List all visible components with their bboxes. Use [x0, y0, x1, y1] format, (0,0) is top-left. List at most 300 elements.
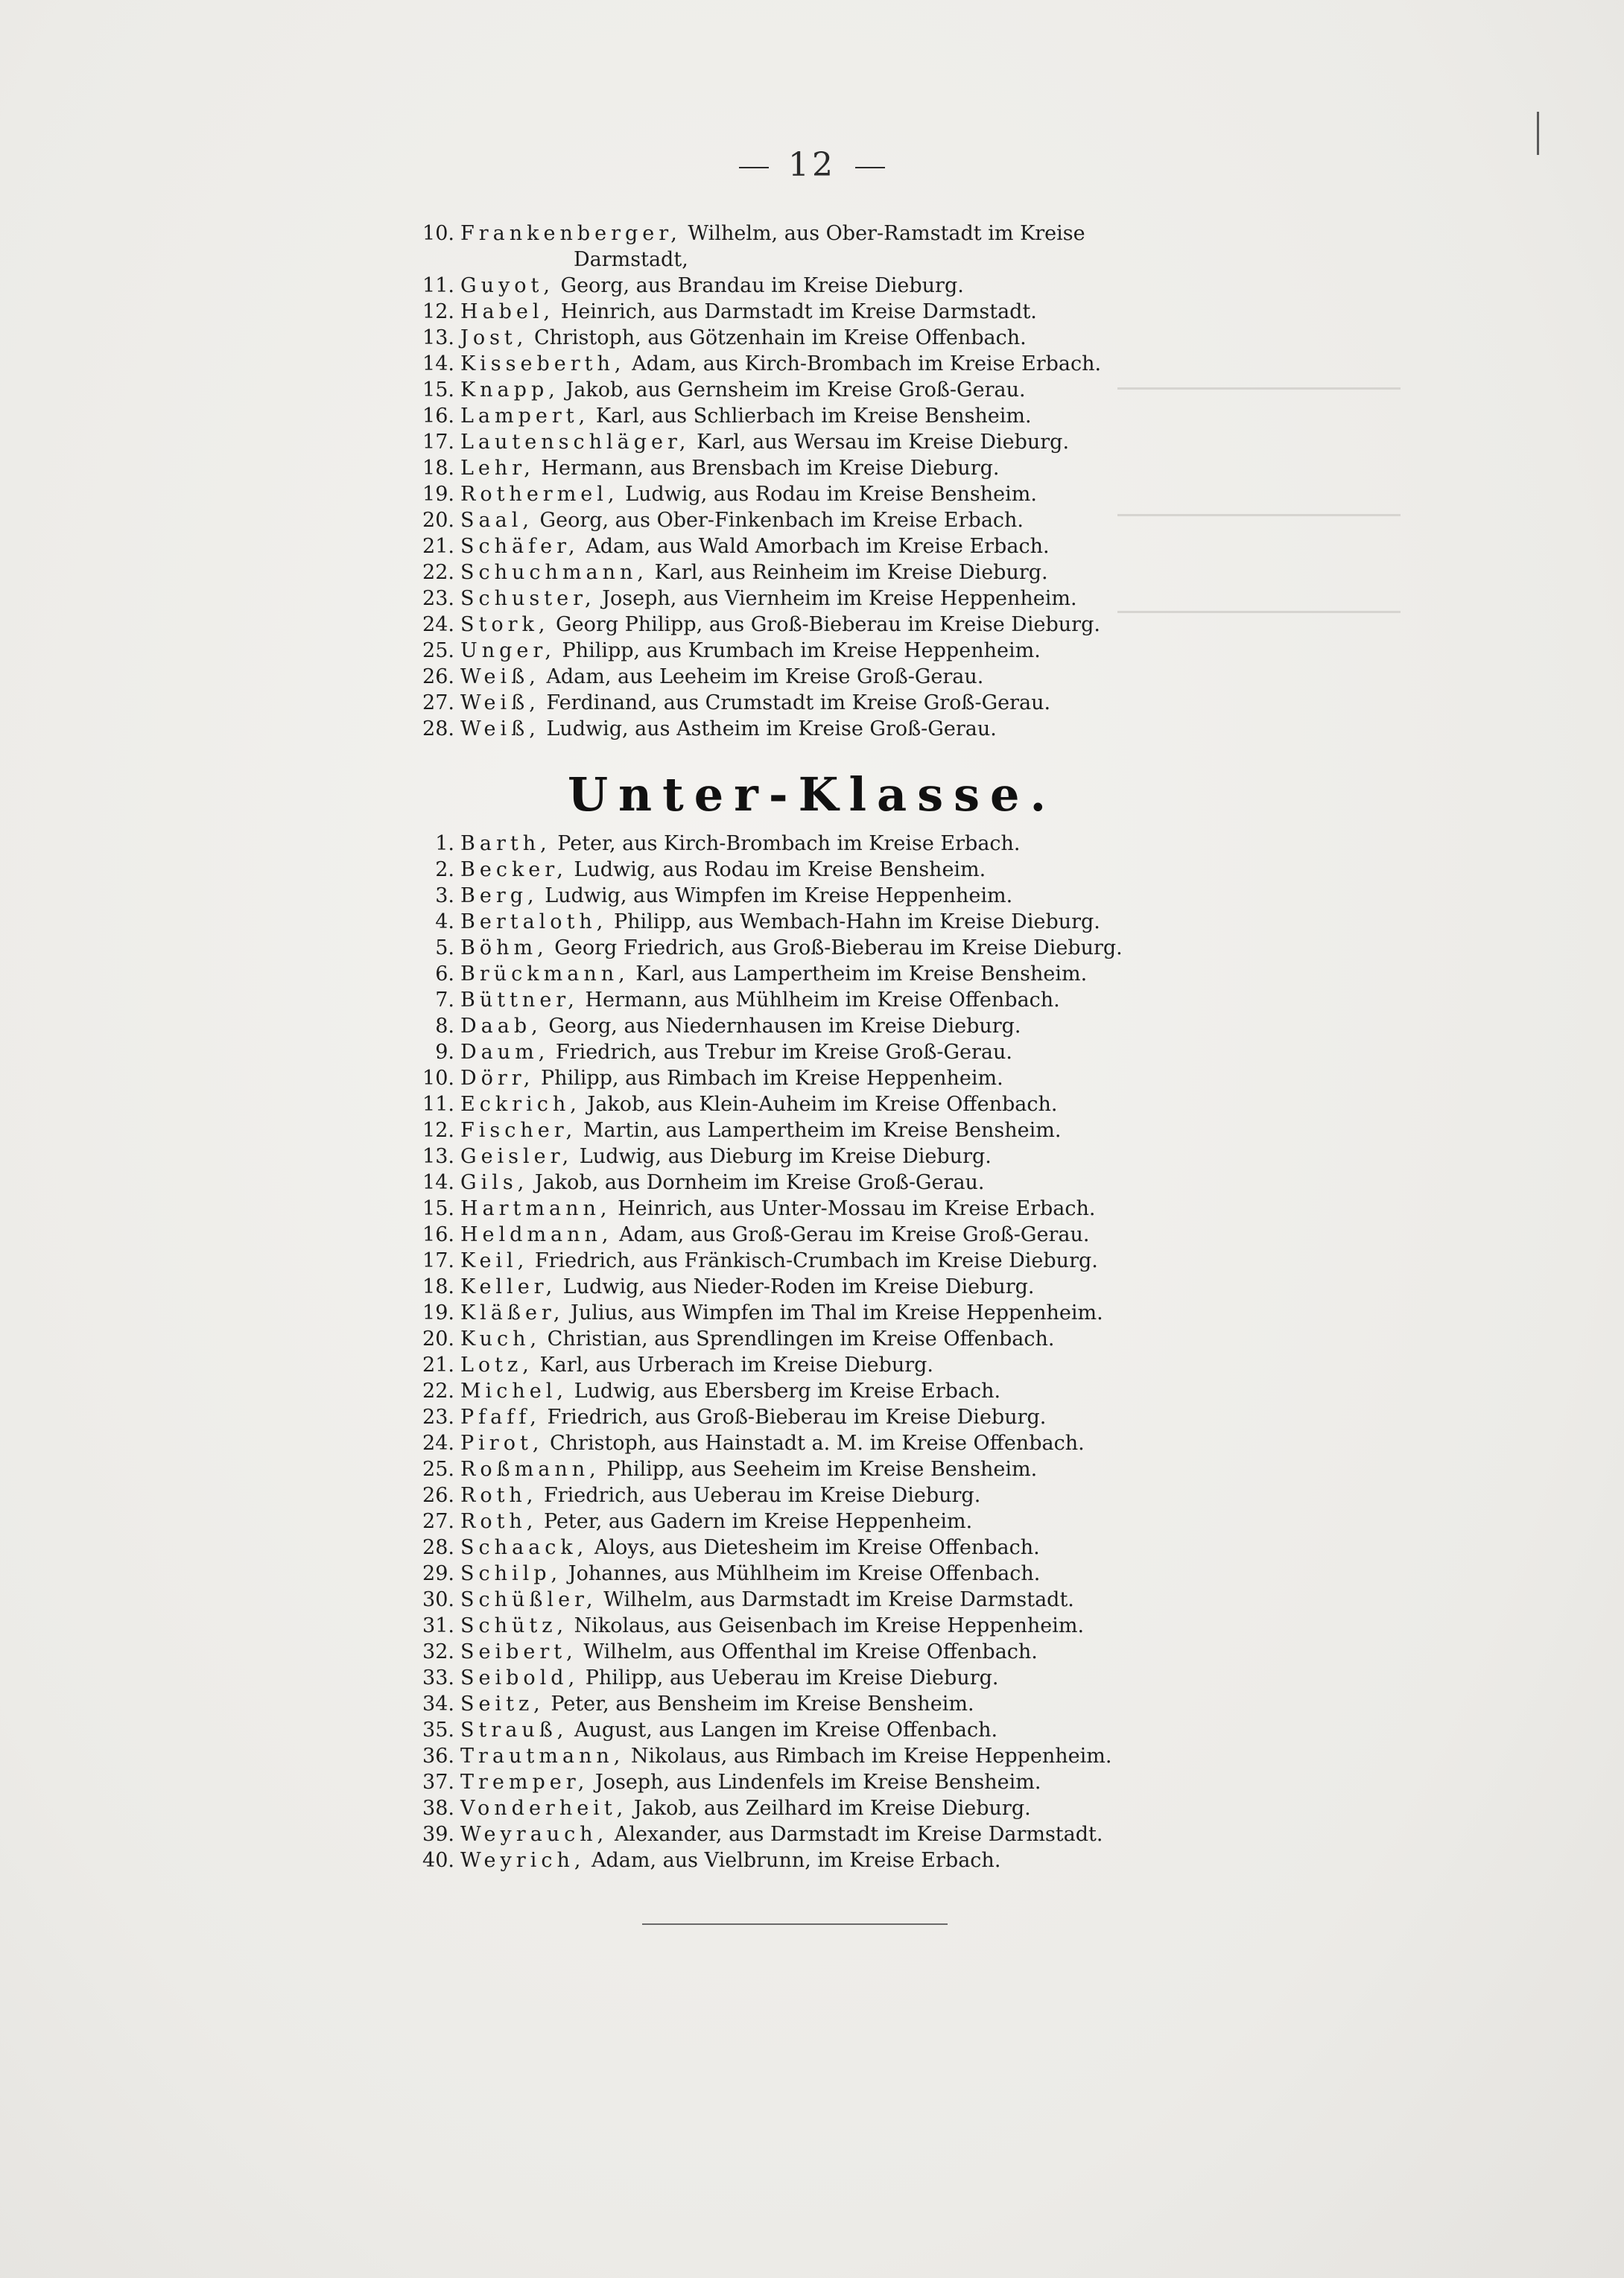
entry-surname: Seibold,	[460, 1666, 580, 1690]
entry-number: 7.	[435, 989, 454, 1012]
entry-text	[460, 716, 997, 742]
entry-text	[460, 481, 1037, 507]
entry-surname: Geisler,	[460, 1145, 574, 1168]
entry-details: Hermann, aus Brensbach im Kreise Dieburg.	[541, 457, 1000, 480]
entry-number: 2.	[435, 858, 454, 881]
entry-number: 27.	[422, 1510, 454, 1533]
list-item	[402, 690, 1222, 716]
entry-details: Heinrich, aus Unter-Mossau im Kreise Erbach.	[618, 1197, 1096, 1220]
list-item	[402, 1326, 1222, 1352]
list-item	[402, 1196, 1222, 1222]
entry-text	[460, 1222, 1089, 1248]
entry-details: Philipp, aus Wembach-Hahn im Kreise Dieburg.	[613, 910, 1100, 933]
list-item	[402, 961, 1222, 987]
entry-details: Heinrich, aus Darmstadt im Kreise Darmstadt.	[560, 300, 1037, 323]
list-item	[402, 716, 1222, 742]
entry-number: 26.	[422, 1484, 454, 1507]
entry-surname: Unger,	[460, 639, 556, 662]
entry-details: Joseph, aus Viernheim im Kreise Heppenheim.	[602, 587, 1077, 610]
entry-number: 20.	[422, 509, 454, 532]
entry-text	[460, 987, 1060, 1013]
entry-details: Philipp, aus Rimbach im Kreise Heppenheim.	[540, 1067, 1003, 1090]
entry-text	[460, 883, 1012, 909]
dash-right	[855, 167, 885, 168]
entry-text	[460, 1717, 997, 1743]
page-number-line	[0, 146, 1624, 184]
top-list	[402, 220, 1222, 742]
list-item	[402, 1143, 1222, 1170]
list-item	[402, 1639, 1222, 1665]
entry-details: Adam, aus Wald Amorbach im Kreise Erbach.	[586, 535, 1050, 558]
entry-surname: Saal,	[460, 509, 533, 532]
list-item	[402, 1847, 1222, 1874]
entry-details: Alexander, aus Darmstadt im Kreise Darmstadt.	[614, 1823, 1103, 1846]
entry-surname: Weyrich,	[460, 1849, 586, 1872]
list-item	[402, 1508, 1222, 1535]
list-item	[402, 1013, 1222, 1039]
entry-details: Adam, aus Groß-Gerau im Kreise Groß-Gerau.	[619, 1223, 1090, 1246]
entry-text	[460, 857, 986, 883]
entry-surname: Weiß,	[460, 665, 540, 688]
entry-text	[460, 507, 1024, 533]
list-item	[402, 1665, 1222, 1691]
entry-surname: Strauß,	[460, 1719, 568, 1742]
entry-number: 13.	[422, 326, 454, 349]
list-item	[402, 1769, 1222, 1795]
entry-text	[460, 1196, 1095, 1222]
entry-text	[460, 1847, 1000, 1874]
list-item	[402, 220, 1222, 273]
entry-text	[460, 403, 1032, 429]
entry-number: 30.	[422, 1588, 454, 1611]
entry-text	[460, 1117, 1061, 1143]
entry-details: Jakob, aus Dornheim im Kreise Groß-Gerau.	[534, 1171, 985, 1194]
entry-text	[460, 220, 1085, 247]
entry-text	[460, 455, 1000, 481]
entry-details: Ludwig, aus Rodau im Kreise Bensheim.	[625, 483, 1037, 506]
entry-number: 20.	[422, 1327, 454, 1351]
entry-details: Jakob, aus Klein-Auheim im Kreise Offenbach.	[587, 1093, 1058, 1116]
entry-surname: Fischer,	[460, 1119, 577, 1142]
entry-text	[460, 1378, 1000, 1404]
entry-details: Johannes, aus Mühlheim im Kreise Offenbach.	[568, 1562, 1041, 1585]
list-item	[402, 377, 1222, 403]
entry-surname: Roth,	[460, 1484, 538, 1507]
entry-details: Aloys, aus Dietesheim im Kreise Offenbach.	[594, 1536, 1040, 1559]
entry-text	[460, 1404, 1046, 1430]
entry-surname: Kisseberth,	[460, 352, 626, 375]
entry-number: 16.	[422, 1223, 454, 1246]
entry-surname: Seibert,	[460, 1640, 577, 1663]
entry-number: 11.	[422, 274, 454, 297]
entry-surname: Roßmann,	[460, 1458, 600, 1481]
entry-surname: Keil,	[460, 1249, 529, 1272]
section-heading: Unter-Klasse.	[567, 767, 1057, 822]
list-item	[402, 1743, 1222, 1769]
entry-surname: Weiß,	[460, 717, 540, 740]
entry-surname: Frankenberger,	[460, 222, 682, 245]
entry-number: 15.	[422, 378, 454, 402]
entry-details: Karl, aus Schlierbach im Kreise Bensheim.	[595, 404, 1032, 428]
entry-number: 33.	[422, 1666, 454, 1690]
entry-surname: Gils,	[460, 1171, 529, 1194]
entry-details: Friedrich, aus Groß-Bieberau im Kreise Dieburg.	[547, 1406, 1047, 1429]
list-item	[402, 1587, 1222, 1613]
list-item	[402, 1482, 1222, 1508]
entry-surname: Schütz,	[460, 1614, 568, 1637]
entry-details: Adam, aus Vielbrunn, im Kreise Erbach.	[591, 1849, 1001, 1872]
entry-details: Martin, aus Lampertheim im Kreise Bensheim.	[583, 1119, 1062, 1142]
list-item	[402, 612, 1222, 638]
list-item	[402, 507, 1222, 533]
page-number: 12	[788, 146, 836, 184]
entry-text	[460, 1769, 1041, 1795]
entry-surname: Daab,	[460, 1015, 542, 1038]
entry-continuation: Darmstadt,	[574, 248, 688, 271]
entry-surname: Lotz,	[460, 1354, 533, 1377]
entry-surname: Weiß,	[460, 691, 540, 714]
entry-details: Georg, aus Niedernhausen im Kreise Dieburg.	[548, 1015, 1021, 1038]
entry-text	[460, 1535, 1040, 1561]
entry-number: 27.	[422, 691, 454, 714]
list-item	[402, 831, 1222, 857]
entry-text	[460, 1143, 992, 1170]
dash-left	[739, 167, 769, 168]
entry-text	[460, 961, 1087, 987]
entry-surname: Trautmann,	[460, 1745, 625, 1768]
entry-number: 24.	[422, 613, 454, 636]
list-item	[402, 1430, 1222, 1456]
entry-text	[460, 1613, 1084, 1639]
entry-details: Julius, aus Wimpfen im Thal im Kreise Heppenheim.	[571, 1301, 1103, 1324]
entry-number: 28.	[422, 717, 454, 740]
list-item	[402, 857, 1222, 883]
entry-surname: Michel,	[460, 1380, 568, 1403]
entry-number: 10.	[422, 1067, 454, 1090]
list-item	[402, 909, 1222, 935]
entry-surname: Böhm,	[460, 936, 548, 959]
entry-number: 13.	[422, 1145, 454, 1168]
entry-surname: Guyot,	[460, 274, 554, 297]
list-item	[402, 1091, 1222, 1117]
entry-details: Karl, aus Reinheim im Kreise Dieburg.	[654, 561, 1048, 584]
entry-text	[460, 612, 1100, 638]
entry-details: Wilhelm, aus Ober-Ramstadt im Kreise	[688, 222, 1085, 245]
entry-surname: Pfaff,	[460, 1406, 541, 1429]
entry-details: Peter, aus Gadern im Kreise Heppenheim.	[544, 1510, 973, 1533]
entry-details: Philipp, aus Seeheim im Kreise Bensheim.	[606, 1458, 1038, 1481]
entry-text	[460, 1300, 1103, 1326]
list-item	[402, 664, 1222, 690]
list-item	[402, 351, 1222, 377]
entry-surname: Jost,	[460, 326, 528, 349]
list-item	[402, 1065, 1222, 1091]
entry-surname: Habel,	[460, 300, 555, 323]
entry-details: Georg, aus Brandau im Kreise Dieburg.	[560, 274, 964, 297]
list-item	[402, 1795, 1222, 1821]
list-item	[402, 1039, 1222, 1065]
entry-text	[460, 1508, 972, 1535]
entry-text	[460, 273, 964, 299]
entry-surname: Schaack,	[460, 1536, 589, 1559]
entry-details: Ludwig, aus Wimpfen im Kreise Heppenheim.	[545, 884, 1013, 907]
list-item	[402, 1535, 1222, 1561]
entry-text	[460, 690, 1050, 716]
entry-surname: Weyrauch,	[460, 1823, 609, 1846]
entry-number: 31.	[422, 1614, 454, 1637]
entry-details: Peter, aus Bensheim im Kreise Bensheim.	[551, 1692, 974, 1716]
entry-details: Christian, aus Sprendlingen im Kreise Offenbach.	[547, 1327, 1055, 1351]
entry-number: 11.	[422, 1093, 454, 1116]
entry-number: 1.	[435, 832, 454, 855]
entry-surname: Becker,	[460, 858, 568, 881]
entry-surname: Vonderheit,	[460, 1797, 628, 1820]
entry-text	[460, 1795, 1031, 1821]
entry-text	[460, 1430, 1085, 1456]
list-item	[402, 299, 1222, 325]
list-item	[402, 481, 1222, 507]
entry-number: 24.	[422, 1432, 454, 1455]
list-item	[402, 883, 1222, 909]
entry-details: Adam, aus Leeheim im Kreise Groß-Gerau.	[546, 665, 984, 688]
entry-details: Friedrich, aus Fränkisch-Crumbach im Kreise Dieburg.	[534, 1249, 1098, 1272]
entry-surname: Kläßer,	[460, 1301, 565, 1324]
entry-details: Ludwig, aus Ebersberg im Kreise Erbach.	[574, 1380, 1001, 1403]
entry-details: Karl, aus Wersau im Kreise Dieburg.	[697, 431, 1070, 454]
list-item	[402, 325, 1222, 351]
entry-number: 16.	[422, 404, 454, 428]
entry-surname: Seitz,	[460, 1692, 545, 1716]
list-item	[402, 1170, 1222, 1196]
entry-text	[460, 1482, 980, 1508]
entry-surname: Lautenschläger,	[460, 431, 691, 454]
entry-details: Georg Friedrich, aus Groß-Bieberau im Kreise Dieburg.	[554, 936, 1123, 959]
entry-surname: Bertaloth,	[460, 910, 608, 933]
entry-number: 22.	[422, 561, 454, 584]
entry-surname: Knapp,	[460, 378, 559, 402]
entry-details: Joseph, aus Lindenfels im Kreise Bensheim.	[594, 1771, 1041, 1794]
entry-number: 5.	[435, 936, 454, 959]
entry-number: 28.	[422, 1536, 454, 1559]
entry-text	[460, 533, 1050, 559]
entry-number: 32.	[422, 1640, 454, 1663]
entry-details: Nikolaus, aus Geisenbach im Kreise Heppenheim.	[574, 1614, 1085, 1637]
list-item	[402, 403, 1222, 429]
entry-text	[460, 1248, 1098, 1274]
entry-text	[460, 1013, 1021, 1039]
entry-number: 25.	[422, 1458, 454, 1481]
entry-surname: Schüßler,	[460, 1588, 597, 1611]
entry-number: 19.	[422, 483, 454, 506]
entry-number: 36.	[422, 1745, 454, 1768]
entry-number: 6.	[435, 962, 454, 986]
entry-surname: Rothermel,	[460, 483, 619, 506]
entry-details: Friedrich, aus Ueberau im Kreise Dieburg.	[544, 1484, 981, 1507]
entry-text	[460, 351, 1101, 377]
list-item	[402, 1222, 1222, 1248]
list-item	[402, 1561, 1222, 1587]
entry-number: 10.	[422, 222, 454, 245]
entry-details: Friedrich, aus Trebur im Kreise Groß-Gerau.	[555, 1041, 1012, 1064]
entry-details: Christoph, aus Hainstadt a. M. im Kreise Offenbach.	[550, 1432, 1085, 1455]
entry-details: August, aus Langen im Kreise Offenbach.	[574, 1719, 998, 1742]
entry-surname: Eckrich,	[460, 1093, 581, 1116]
entry-surname: Stork,	[460, 613, 550, 636]
entry-number: 23.	[422, 587, 454, 610]
list-item	[402, 586, 1222, 612]
entry-surname: Büttner,	[460, 989, 579, 1012]
entry-details: Karl, aus Urberach im Kreise Dieburg.	[539, 1354, 933, 1377]
entry-surname: Schilp,	[460, 1562, 562, 1585]
entry-text	[460, 1665, 998, 1691]
entry-number: 23.	[422, 1406, 454, 1429]
list-item	[402, 935, 1222, 961]
entry-number: 17.	[422, 1249, 454, 1272]
entry-number: 37.	[422, 1771, 454, 1794]
entry-text	[460, 377, 1026, 403]
entry-surname: Daum,	[460, 1041, 550, 1064]
entry-number: 40.	[422, 1849, 454, 1872]
list-item	[402, 1248, 1222, 1274]
entry-number: 26.	[422, 665, 454, 688]
entry-surname: Pirot,	[460, 1432, 544, 1455]
entry-surname: Heldmann,	[460, 1223, 613, 1246]
entry-details: Ludwig, aus Astheim im Kreise Groß-Gerau.	[546, 717, 997, 740]
entry-text	[460, 909, 1100, 935]
entry-text	[460, 831, 1021, 857]
entry-text	[460, 1639, 1038, 1665]
list-item	[402, 1821, 1222, 1847]
entry-number: 4.	[435, 910, 454, 933]
entry-surname: Hartmann,	[460, 1197, 612, 1220]
entry-number: 19.	[422, 1301, 454, 1324]
entry-surname: Barth,	[460, 832, 551, 855]
entry-details: Philipp, aus Ueberau im Kreise Dieburg.	[585, 1666, 999, 1690]
entry-details: Ludwig, aus Dieburg im Kreise Dieburg.	[579, 1145, 992, 1168]
end-rule	[642, 1923, 948, 1925]
entry-text	[460, 1274, 1035, 1300]
list-item	[402, 1274, 1222, 1300]
entry-text	[460, 638, 1041, 664]
entry-text	[460, 935, 1123, 961]
entry-text	[460, 1561, 1040, 1587]
list-item	[402, 1404, 1222, 1430]
list-item	[402, 273, 1222, 299]
entry-text	[460, 1170, 985, 1196]
entry-number: 14.	[422, 352, 454, 375]
entry-number: 21.	[422, 1354, 454, 1377]
entry-surname: Keller,	[460, 1275, 557, 1298]
list-item	[402, 1117, 1222, 1143]
entry-details: Wilhelm, aus Darmstadt im Kreise Darmstadt.	[603, 1588, 1074, 1611]
entry-number: 39.	[422, 1823, 454, 1846]
entry-text	[460, 1587, 1074, 1613]
entry-number: 29.	[422, 1562, 454, 1585]
entry-surname: Lampert,	[460, 404, 590, 428]
entry-text	[460, 325, 1027, 351]
entry-text	[460, 1326, 1054, 1352]
entry-number: 14.	[422, 1171, 454, 1194]
entry-number: 17.	[422, 431, 454, 454]
entry-text	[460, 586, 1077, 612]
entry-number: 9.	[435, 1041, 454, 1064]
list-item	[402, 1456, 1222, 1482]
list-item	[402, 638, 1222, 664]
entry-details: Ferdinand, aus Crumstadt im Kreise Groß-Gerau.	[546, 691, 1051, 714]
entry-details: Wilhelm, aus Offenthal im Kreise Offenbach.	[583, 1640, 1038, 1663]
entry-details: Christoph, aus Götzenhain im Kreise Offenbach.	[533, 326, 1027, 349]
entry-text	[460, 664, 983, 690]
entry-details: Ludwig, aus Nieder-Roden im Kreise Dieburg.	[562, 1275, 1035, 1298]
entry-number: 3.	[435, 884, 454, 907]
entry-details: Ludwig, aus Rodau im Kreise Bensheim.	[574, 858, 986, 881]
entry-surname: Schuchmann,	[460, 561, 648, 584]
list-item	[402, 987, 1222, 1013]
entry-details: Nikolaus, aus Rimbach im Kreise Heppenheim.	[630, 1745, 1112, 1768]
entry-number: 38.	[422, 1797, 454, 1820]
entry-details: Georg Philipp, aus Groß-Bieberau im Kreise Dieburg.	[556, 613, 1100, 636]
entry-number: 25.	[422, 639, 454, 662]
entry-details: Peter, aus Kirch-Brombach im Kreise Erbach.	[557, 832, 1021, 855]
entry-text	[460, 559, 1048, 586]
entry-details: Hermann, aus Mühlheim im Kreise Offenbach.	[585, 989, 1060, 1012]
entry-details: Philipp, aus Krumbach im Kreise Heppenheim.	[562, 639, 1041, 662]
entry-number: 18.	[422, 457, 454, 480]
entry-text	[460, 1821, 1103, 1847]
entry-text	[460, 1039, 1012, 1065]
entry-details: Jakob, aus Gernsheim im Kreise Groß-Gerau.	[565, 378, 1026, 402]
entry-text	[460, 1743, 1111, 1769]
entry-text	[460, 1352, 933, 1378]
entry-surname: Schuster,	[460, 587, 596, 610]
entry-surname: Berg,	[460, 884, 539, 907]
entry-number: 22.	[422, 1380, 454, 1403]
entry-details: Karl, aus Lampertheim im Kreise Bensheim.	[635, 962, 1088, 986]
entry-details: Georg, aus Ober-Finkenbach im Kreise Erbach.	[539, 509, 1024, 532]
entry-text	[460, 1091, 1057, 1117]
entry-surname: Roth,	[460, 1510, 538, 1533]
entry-number: 12.	[422, 1119, 454, 1142]
entry-number: 21.	[422, 535, 454, 558]
entry-surname: Schäfer,	[460, 535, 580, 558]
entry-number: 34.	[422, 1692, 454, 1716]
entry-surname: Lehr,	[460, 457, 535, 480]
list-item	[402, 455, 1222, 481]
unter-klasse-list	[402, 831, 1222, 1874]
entry-text	[460, 1065, 1003, 1091]
list-item	[402, 559, 1222, 586]
entry-number: 12.	[422, 300, 454, 323]
list-item	[402, 1691, 1222, 1717]
list-item	[402, 1378, 1222, 1404]
entry-text	[460, 429, 1069, 455]
entry-surname: Kuch,	[460, 1327, 542, 1351]
entry-surname: Dörr,	[460, 1067, 535, 1090]
entry-surname: Tremper,	[460, 1771, 589, 1794]
entry-number: 18.	[422, 1275, 454, 1298]
entry-text	[460, 1456, 1037, 1482]
entry-text	[460, 299, 1037, 325]
entry-number: 15.	[422, 1197, 454, 1220]
list-item	[402, 1352, 1222, 1378]
entry-number: 35.	[422, 1719, 454, 1742]
entry-number: 8.	[435, 1015, 454, 1038]
list-item	[402, 1717, 1222, 1743]
list-item	[402, 1300, 1222, 1326]
entry-surname: Brückmann,	[460, 962, 629, 986]
entry-details: Adam, aus Kirch-Brombach im Kreise Erbach.	[632, 352, 1102, 375]
list-item	[402, 533, 1222, 559]
